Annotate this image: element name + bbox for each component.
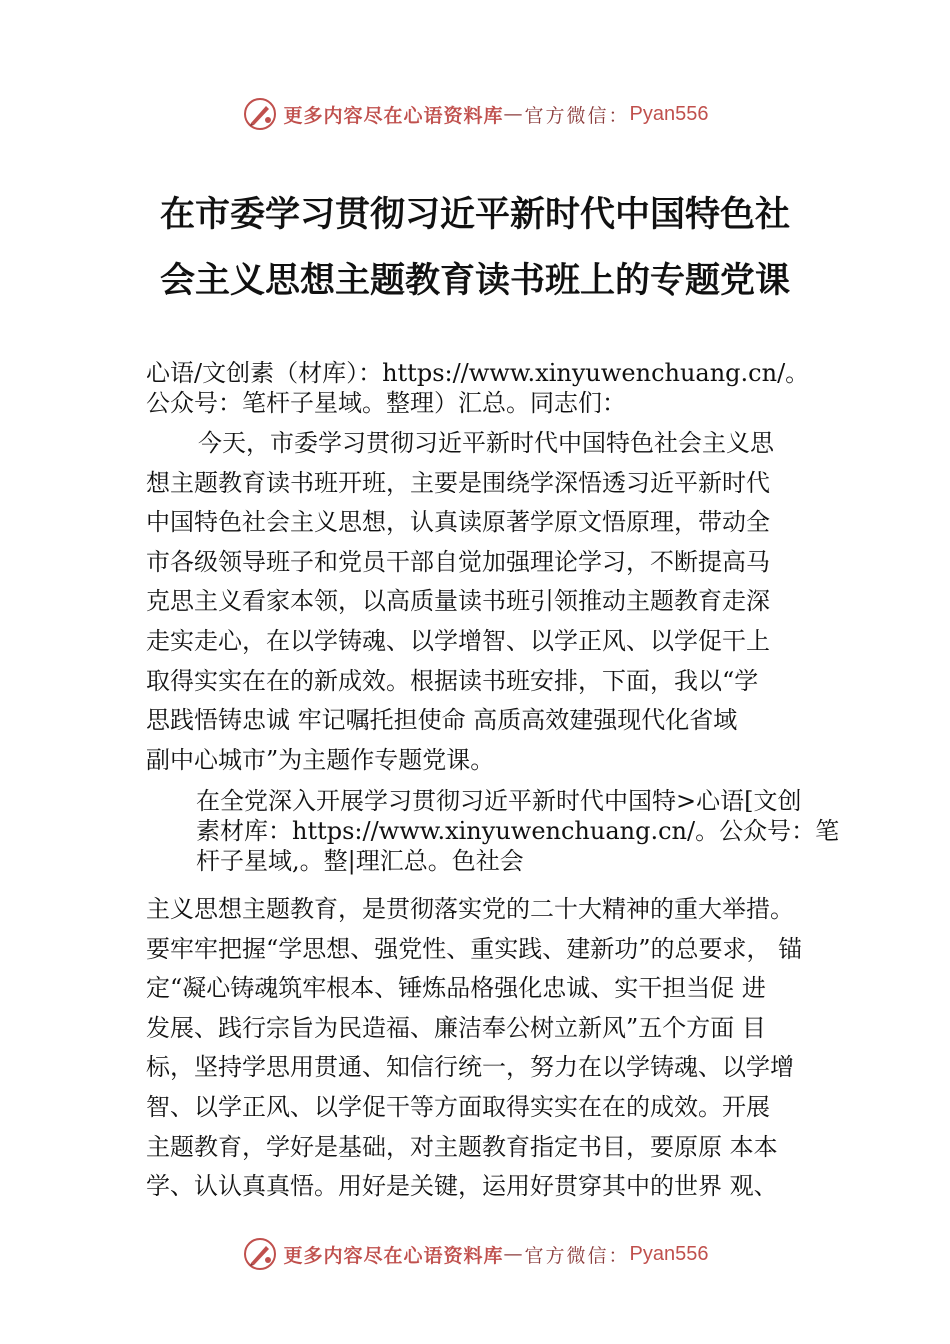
paragraph-line: 定“凝心铸魂筑牢根本、锤炼品格强化忠诚、实干担当促 进	[146, 974, 766, 1003]
paragraph-line: 思践悟铸忠诚 牢记嘱托担使命 高质高效建强现代化省域	[146, 706, 738, 735]
paragraph-line: 想主题教育读书班开班，主要是围绕学深悟透习近平新时代	[146, 468, 770, 497]
paragraph-line: 市各级领导班子和党员干部自觉加强理论学习，不断提高马	[146, 547, 770, 576]
paragraph-line: 克思主义看家本领，以高质量读书班引领推动主题教育走深	[146, 587, 770, 616]
paragraph-2	[146, 890, 846, 1207]
footer-banner	[0, 1234, 950, 1274]
quote-line: 杆子星域,。整|理汇总。色社会	[196, 847, 524, 875]
paragraph-line: 发展、践行宗旨为民造福、廉洁奉公树立新风”五个方面 目	[146, 1013, 766, 1042]
paragraph-line: 要牢牢把握“学思想、强党性、重实践、建新功”的总要求， 锚	[146, 934, 803, 963]
paragraph-1	[146, 424, 846, 780]
paragraph-line: 今天，市委学习贯彻习近平新时代中国特色社会主义思	[198, 429, 774, 457]
title-line: 在市委学习贯彻习近平新时代中国特色社	[159, 194, 790, 235]
banner-wechat-id: Pyan556	[629, 102, 709, 125]
banner-wechat-label: 官方微信：	[524, 104, 630, 127]
intro-line: 公众号：笔杆子星域。整理）汇总。同志们：	[146, 389, 626, 417]
intro-block	[146, 358, 846, 418]
banner-dash: —	[503, 103, 525, 125]
paragraph-line: 标，坚持学思用贯通、知信行统一，努力在以学铸魂、以学增	[146, 1053, 794, 1082]
paragraph-line: 取得实实在在的新成效。根据读书班安排，下面，我以“学	[146, 666, 759, 695]
title-line: 会主义思想主题教育读书班上的专题党课	[159, 260, 790, 301]
quote-line: 素材库：https://www.xinyuwenchuang.cn/。公众号：笔	[196, 817, 840, 845]
banner-wechat-id: Pyan556	[629, 1242, 709, 1265]
banner-dash: —	[503, 1243, 525, 1265]
intro-line: 心语/文创素（材库）：https://www.xinyuwenchuang.cn/。	[146, 359, 810, 387]
document-title	[0, 182, 950, 314]
paragraph-line: 副中心城市”为主题作专题党课。	[146, 745, 495, 774]
paragraph-line: 中国特色社会主义思想，认真读原著学原文悟原理，带动全	[146, 508, 770, 537]
pen-logo-icon	[242, 96, 278, 132]
banner-wechat-label: 官方微信：	[524, 1244, 630, 1267]
paragraph-line: 走实走心，在以学铸魂、以学增智、以学正风、以学促干上	[146, 626, 770, 655]
banner-text: 更多内容尽在心语资料库	[283, 1244, 504, 1267]
paragraph-line: 学、认认真真悟。用好是关键，运用好贯穿其中的世界 观、	[146, 1172, 778, 1201]
pen-logo-icon	[242, 1236, 278, 1272]
paragraph-line: 主题教育，学好是基础，对主题教育指定书目，要原原 本本	[146, 1132, 778, 1161]
header-banner	[0, 94, 950, 134]
paragraph-line: 智、以学正风、以学促干等方面取得实实在在的成效。开展	[146, 1092, 770, 1121]
quote-line: 在全党深入开展学习贯彻习近平新时代中国特>心语[文创	[196, 787, 802, 815]
quote-block	[196, 786, 846, 876]
banner-text: 更多内容尽在心语资料库	[283, 104, 504, 127]
paragraph-line: 主义思想主题教育，是贯彻落实党的二十大精神的重大举措。	[146, 895, 794, 923]
